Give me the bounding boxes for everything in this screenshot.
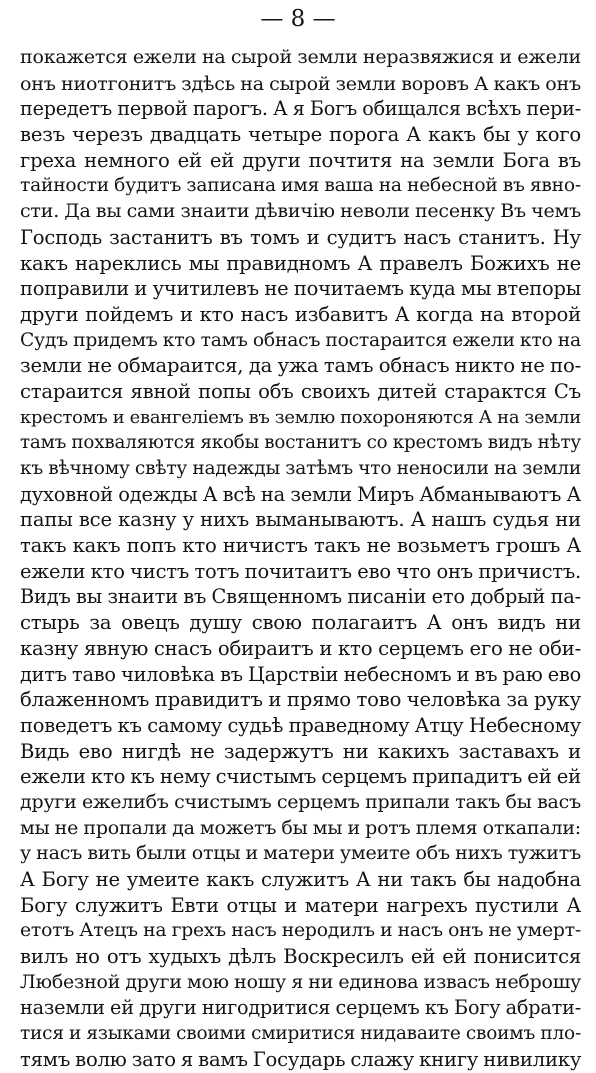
text-line: стараится явной попы объ своихъ дитей старактся Съ — [20, 379, 581, 403]
text-line: онъ ниотгонитъ здѣсь на сырой земли воровъ А какъ онъ — [20, 71, 581, 95]
text-line: Видъ вы знаити въ Священномъ писанiи ето добрый па- — [20, 585, 581, 609]
text-line: крестомъ и евангелiемъ въ землю похороняются А на земли — [20, 406, 581, 428]
text-line: Господь застанитъ въ томъ и судитъ насъ станитъ. Ну — [20, 225, 581, 249]
text-line: земли не обмараится, да ужа тамъ обнасъ никто не по- — [20, 354, 581, 378]
text-line: поправили и учитилевъ не почитаемъ куда мы втепоры — [20, 277, 581, 301]
text-line: папы все казну у нихъ выманываютъ. А нашъ судья ни — [20, 508, 581, 532]
text-line: сти. Да вы сами знаити дѣвичiю неволи песенку Въ чемъ — [20, 200, 581, 223]
text-line: вилъ но отъ худыхъ дѣлъ Воскресилъ ей ей понисится — [20, 945, 581, 969]
text-line: такъ какъ попъ кто ничистъ такъ не возьметъ грошъ А — [20, 534, 581, 558]
text-line: Видь ево нигдѣ не задержутъ ни какихъ заставахъ и — [20, 739, 581, 763]
text-line: А Богу не умеите какъ служитъ А ни такъ бы надобна — [20, 868, 581, 891]
text-line: тямъ волю зато я вамъ Государь слажу книгу нивилику — [20, 1047, 582, 1071]
text-line: тайности будитъ записана имя ваша на небесной въ явно- — [20, 175, 581, 197]
text-line: други пойдемъ и кто насъ избавитъ А когда на второй — [20, 302, 581, 326]
text-line: греха немного ей ей други почтитя на земли Бога въ — [20, 148, 581, 172]
body-text — [20, 45, 581, 1073]
text-line: ежели кто чистъ тотъ почитаитъ ево что онъ причистъ. — [20, 559, 581, 583]
text-line: наземли ей други нигодритися серцемъ къ Богу абрати- — [20, 996, 581, 1020]
text-line: Богу служитъ Евти отцы и матери нагрехъ пустили А — [20, 893, 581, 917]
text-line: къ вѣчному свѣту надежды затѣмъ что неносили на земли — [20, 458, 581, 479]
text-line: Любезной други мою ношу я ни единова извасъ неброшу — [20, 970, 581, 993]
text-line: казну явную снасъ обираитъ и кто серцемъ его не оби- — [20, 636, 581, 660]
text-line: тамъ похваляются якобы востанитъ со крестомъ видъ нѣту — [20, 432, 581, 454]
text-line: дитъ таво чиловѣка въ Царствiи небесномъ и въ раю ево — [20, 662, 581, 686]
text-line: тися и языками своими смиритися нидаваите своимъ пло- — [20, 1023, 581, 1045]
text-line: стырь за овецъ душу свою полагаитъ А онъ видъ ни — [20, 611, 581, 635]
text-line: Судъ придемъ кто тамъ обнасъ постараится ежели кто на — [20, 329, 581, 351]
text-line: у насъ вить были отцы и матери умеите объ нихъ тужитъ — [20, 842, 581, 865]
text-line: какъ нареклись мы правидномъ А правелъ Божихъ не — [20, 251, 581, 275]
text-line: везъ черезъ двадцать четыре порога А какъ бы у кого — [20, 123, 581, 147]
page-number: — 8 — — [260, 6, 336, 32]
text-line: други ежелибъ счистымъ серцемъ припали такъ бы васъ — [20, 790, 581, 813]
text-line: духовной одежды А всѣ на земли Миръ Абманываютъ А — [20, 482, 581, 506]
text-line: ежели кто къ нему счистымъ серцемъ припадитъ ей ей — [20, 765, 581, 789]
text-line: покажется ежели на сырой земли неразвяжися и ежели — [20, 46, 581, 68]
text-line: блаженномъ правидитъ и прямо тово человѣка за руку — [20, 688, 581, 712]
text-line: передетъ первой парогъ. А я Богъ обищался всѣхъ пери- — [20, 97, 581, 121]
text-line: мы не пропали да можетъ бы мы и ротъ племя откапали: — [20, 816, 581, 839]
text-line: етотъ Атецъ на грехъ насъ неродилъ и насъ онъ не умерт- — [20, 920, 581, 942]
text-line: поведетъ къ самому судьѣ праведному Атцу Небесному — [20, 713, 581, 737]
